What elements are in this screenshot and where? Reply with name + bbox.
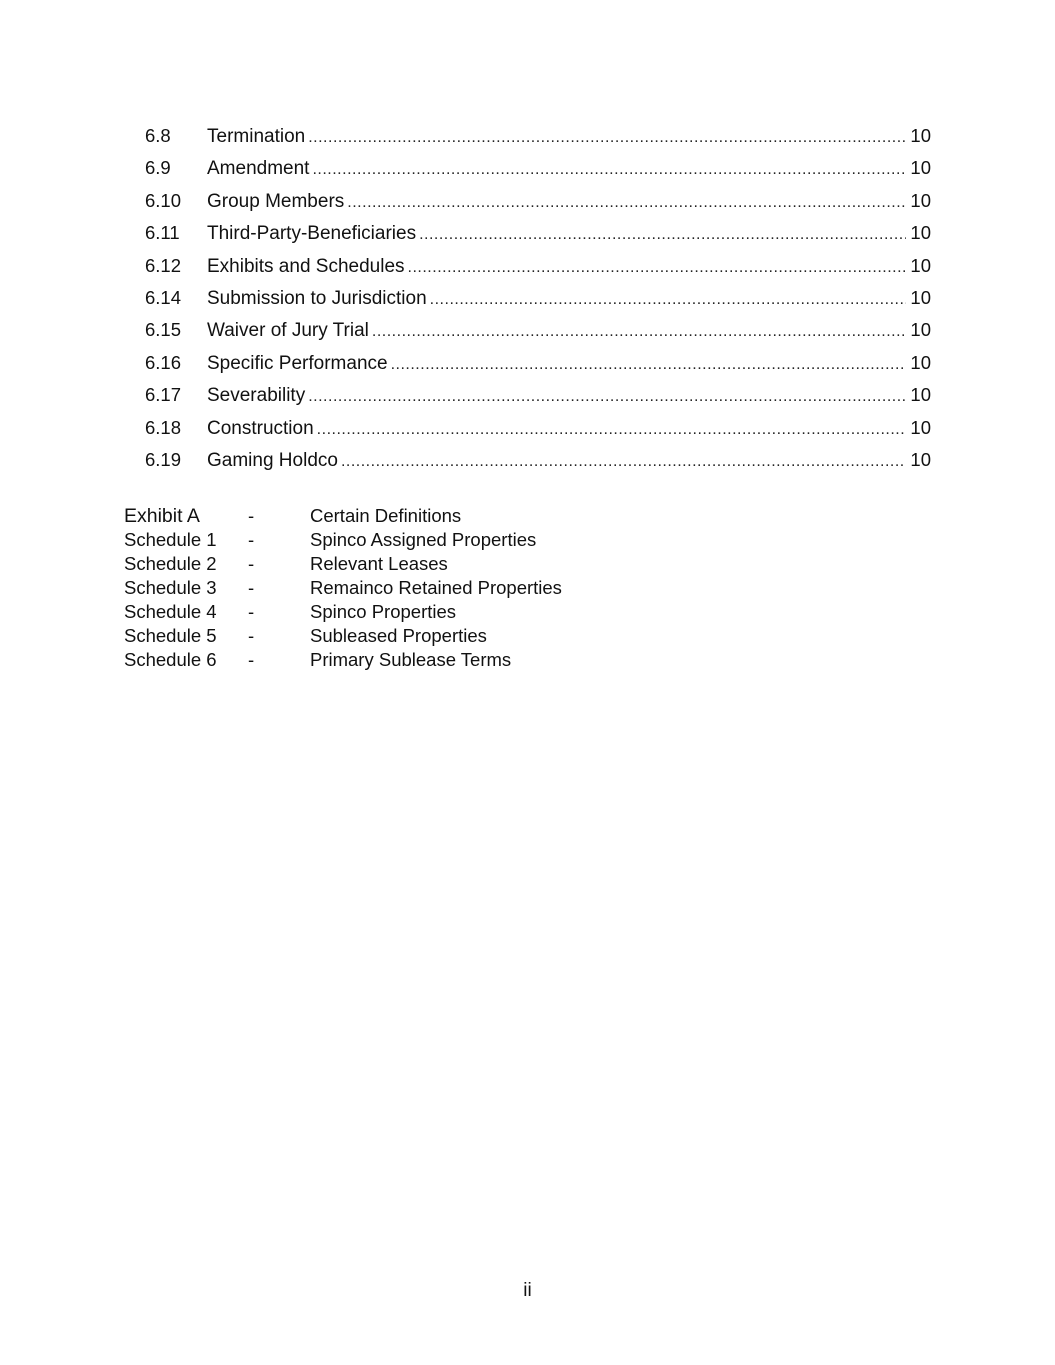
toc-section-number: 6.15	[145, 319, 182, 341]
schedule-label: Schedule 6	[124, 649, 217, 670]
toc-entry-gaming-holdco[interactable]	[145, 444, 931, 476]
toc-section-title: Construction	[207, 417, 314, 439]
exhibits-and-schedules-list	[124, 504, 562, 672]
toc-entry-construction[interactable]	[145, 412, 931, 444]
toc-page-number: 10	[910, 157, 931, 179]
toc-entry-severability[interactable]	[145, 379, 931, 411]
schedule-separator: -	[248, 601, 255, 622]
toc-section-number: 6.18	[145, 416, 182, 438]
schedule-title: Remainco Retained Properties	[310, 577, 562, 598]
schedule-separator: -	[248, 553, 255, 574]
toc-section-number: 6.11	[145, 222, 180, 244]
toc-section-title: Severability	[207, 385, 306, 407]
toc-entry-specific-performance[interactable]	[145, 347, 931, 379]
schedule-label: Schedule 2	[124, 553, 217, 574]
schedule-label: Schedule 5	[124, 625, 217, 646]
schedule-entry-3[interactable]	[124, 576, 562, 600]
toc-page-number: 10	[910, 125, 931, 146]
schedule-title: Subleased Properties	[310, 625, 487, 646]
table-of-contents	[145, 120, 931, 476]
schedule-label: Schedule 4	[124, 601, 217, 622]
toc-dot-leader	[419, 219, 906, 251]
toc-section-title: Amendment	[207, 158, 310, 180]
schedule-entry-5[interactable]	[124, 624, 562, 648]
schedule-entry-2[interactable]	[124, 552, 562, 576]
schedule-label: Schedule 1	[124, 529, 217, 550]
toc-section-title: Specific Performance	[207, 352, 388, 374]
schedule-title: Primary Sublease Terms	[310, 649, 512, 670]
toc-section-title: Termination	[207, 126, 306, 147]
toc-section-number: 6.12	[145, 254, 182, 276]
toc-dot-leader	[430, 284, 907, 316]
toc-entry-third-party-beneficiaries[interactable]	[145, 217, 931, 249]
schedule-separator: -	[248, 625, 255, 646]
toc-section-title: Group Members	[207, 190, 345, 212]
toc-section-number: 6.19	[145, 448, 182, 470]
toc-section-number: 6.14	[145, 286, 182, 308]
toc-page-number: 10	[910, 254, 931, 276]
toc-page-number: 10	[910, 189, 931, 211]
schedule-separator: -	[248, 577, 255, 598]
toc-entry-submission-to-jurisdiction[interactable]	[145, 282, 931, 314]
toc-entry-termination[interactable]	[145, 120, 931, 152]
toc-dot-leader	[341, 446, 906, 478]
toc-dot-leader	[308, 122, 906, 154]
schedule-separator: -	[248, 649, 255, 670]
schedule-separator: -	[248, 529, 255, 550]
toc-page-number: 10	[910, 319, 931, 341]
toc-page-number: 10	[910, 351, 931, 373]
toc-page-number: 10	[910, 416, 931, 438]
exhibit-entry-a[interactable]	[124, 504, 562, 528]
toc-dot-leader	[347, 187, 906, 219]
page-number: ii	[523, 1280, 532, 1301]
toc-dot-leader	[372, 316, 907, 348]
exhibit-title: Certain Definitions	[310, 505, 462, 526]
schedule-entry-1[interactable]	[124, 528, 562, 552]
toc-entry-exhibits-and-schedules[interactable]	[145, 250, 931, 282]
toc-dot-leader	[312, 154, 906, 186]
toc-section-title: Exhibits and Schedules	[207, 255, 405, 277]
toc-dot-leader	[408, 252, 907, 284]
schedule-entry-4[interactable]	[124, 600, 562, 624]
toc-dot-leader	[308, 381, 906, 413]
exhibit-label: Exhibit A	[124, 505, 200, 527]
toc-section-title: Third-Party-Beneficiaries	[207, 223, 417, 245]
toc-section-number: 6.10	[145, 189, 182, 211]
toc-page-number: 10	[910, 448, 931, 470]
toc-page-number: 10	[910, 222, 931, 244]
schedule-title: Relevant Leases	[310, 553, 448, 574]
toc-page-number: 10	[910, 286, 931, 308]
toc-page-number: 10	[910, 384, 931, 406]
toc-section-number: 6.8	[145, 125, 171, 146]
toc-entry-waiver-of-jury-trial[interactable]	[145, 314, 931, 346]
toc-section-title: Waiver of Jury Trial	[207, 320, 369, 342]
toc-section-number: 6.9	[145, 157, 171, 179]
schedule-title: Spinco Properties	[310, 601, 457, 622]
toc-section-title: Submission to Jurisdiction	[207, 287, 427, 309]
toc-section-number: 6.16	[145, 351, 182, 373]
toc-section-number: 6.17	[145, 384, 182, 406]
schedule-label: Schedule 3	[124, 577, 217, 598]
schedule-title: Spinco Assigned Properties	[310, 529, 537, 550]
exhibit-separator: -	[248, 505, 255, 526]
toc-dot-leader	[317, 414, 907, 446]
toc-section-title: Gaming Holdco	[207, 449, 338, 471]
toc-dot-leader	[391, 349, 907, 381]
schedule-entry-6[interactable]	[124, 648, 562, 672]
toc-entry-group-members[interactable]	[145, 185, 931, 217]
toc-entry-amendment[interactable]	[145, 152, 931, 184]
